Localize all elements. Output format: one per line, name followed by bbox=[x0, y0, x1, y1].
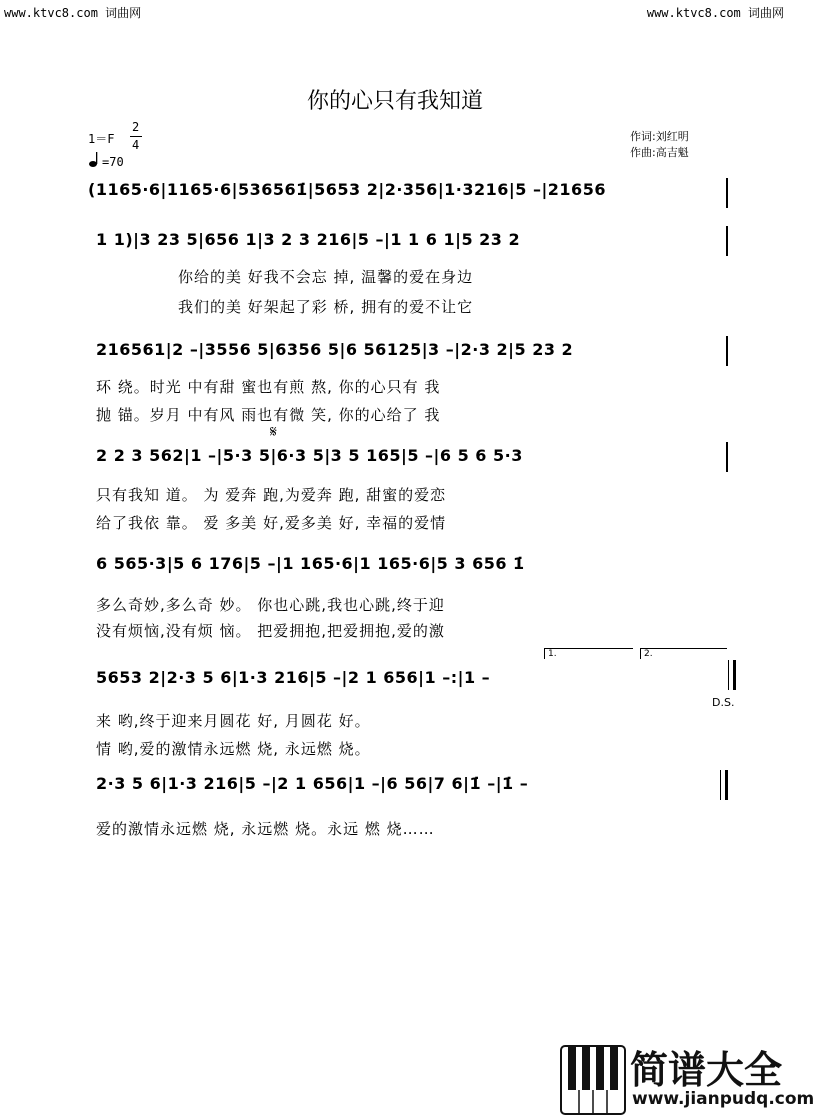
bar-line bbox=[726, 226, 728, 256]
time-signature-bottom: 4 bbox=[132, 138, 140, 152]
lyrics-row-2-verse-1: 你给的美 好我不会忘 掉, 温馨的爱在身边 bbox=[178, 268, 474, 286]
key-signature: 1＝F bbox=[88, 132, 115, 146]
final-bar-thin bbox=[728, 660, 729, 690]
volta-2-label: 2. bbox=[644, 649, 653, 659]
volta-1-label: 1. bbox=[548, 649, 557, 659]
bar-line bbox=[726, 442, 728, 472]
lyrics-row-3-verse-1: 环 绕。时光 中有甜 蜜也有煎 熬, 你的心只有 我 bbox=[96, 378, 441, 396]
final-bar-thick bbox=[733, 660, 736, 690]
lyrics-row-7: 爱的激情永远燃 烧, 永远燃 烧。永远 燃 烧…… bbox=[96, 820, 435, 838]
piano-keys-icon bbox=[560, 1045, 626, 1115]
tempo-marking: =70 bbox=[102, 155, 124, 169]
notes-row-5: 6 565·3|5 6 176|5 –|1 165·6|1 165·6|5 3 656 1̇ bbox=[96, 554, 525, 573]
end-bar-thin bbox=[720, 770, 721, 800]
time-signature-top: 2 bbox=[132, 120, 140, 134]
lyrics-row-5-verse-1: 多么奇妙,多么奇 妙。 你也心跳,我也心跳,终于迎 bbox=[96, 596, 445, 614]
notes-row-3: 216561|2 –|3556 5|6356 5|6 56125|3 –|2·3 2|5 23 2 bbox=[96, 340, 574, 359]
lyrics-row-6-verse-1: 来 哟,终于迎来月圆花 好, 月圆花 好。 bbox=[96, 712, 371, 730]
logo-url: www.jianpudq.com bbox=[632, 1089, 814, 1109]
header-left-watermark: www.ktvc8.com 词曲网 bbox=[4, 6, 142, 20]
dal-segno-marking: D.S. bbox=[712, 696, 735, 709]
notes-row-4: 2 2 3 562|1 –|5·3 5|6·3 5|3 5 165|5 –|6 5 6 5·3 bbox=[96, 446, 523, 465]
bar-line bbox=[726, 336, 728, 366]
notes-row-6: 5653 2|2·3 5 6|1·3 216|5 –|2 1 656|1 –:|1 – bbox=[96, 668, 491, 687]
lyrics-row-4-verse-1: 只有我知 道。 为 爱奔 跑,为爱奔 跑, 甜蜜的爱恋 bbox=[96, 486, 447, 504]
end-bar-thick bbox=[725, 770, 728, 800]
time-signature-line bbox=[130, 136, 142, 137]
song-title: 你的心只有我知道 bbox=[306, 89, 483, 114]
quarter-note-icon bbox=[88, 152, 102, 168]
header-right-watermark: www.ktvc8.com 词曲网 bbox=[646, 6, 784, 20]
lyricist-credit: 作词:刘红明 bbox=[630, 130, 689, 143]
segno-icon: 𝄋 bbox=[270, 422, 277, 441]
lyrics-row-4-verse-2: 给了我依 靠。 爱 多美 好,爱多美 好, 幸福的爱情 bbox=[96, 514, 447, 532]
notes-row-7: 2·3 5 6|1·3 216|5 –|2 1 656|1 –|6 56|7 6|1̇ –|1̇ – bbox=[96, 774, 529, 793]
site-logo bbox=[560, 1045, 814, 1117]
volta-bracket-2 bbox=[640, 648, 727, 659]
lyrics-row-2-verse-2: 我们的美 好架起了彩 桥, 拥有的爱不让它 bbox=[178, 298, 474, 316]
bar-line bbox=[726, 178, 728, 208]
composer-credit: 作曲:高吉魁 bbox=[630, 146, 689, 159]
logo-text: 简谱大全 bbox=[630, 1048, 783, 1092]
lyrics-row-3-verse-2: 抛 锚。岁月 中有风 雨也有微 笑, 你的心给了 我 bbox=[96, 406, 441, 424]
notes-row-2: 1 1)|3 23 5|656 1|3 2 3 216|5 –|1 1 6 1|5 23 2 bbox=[96, 230, 521, 249]
notes-row-1: (1165·6|1165·6|536561̇|5653 2|2·356|1·3216|5 –|21656 bbox=[88, 180, 606, 199]
lyrics-row-5-verse-2: 没有烦恼,没有烦 恼。 把爱拥抱,把爱拥抱,爱的激 bbox=[96, 622, 445, 640]
volta-bracket-1 bbox=[544, 648, 633, 659]
lyrics-row-6-verse-2: 情 哟,爱的激情永远燃 烧, 永远燃 烧。 bbox=[96, 740, 371, 758]
